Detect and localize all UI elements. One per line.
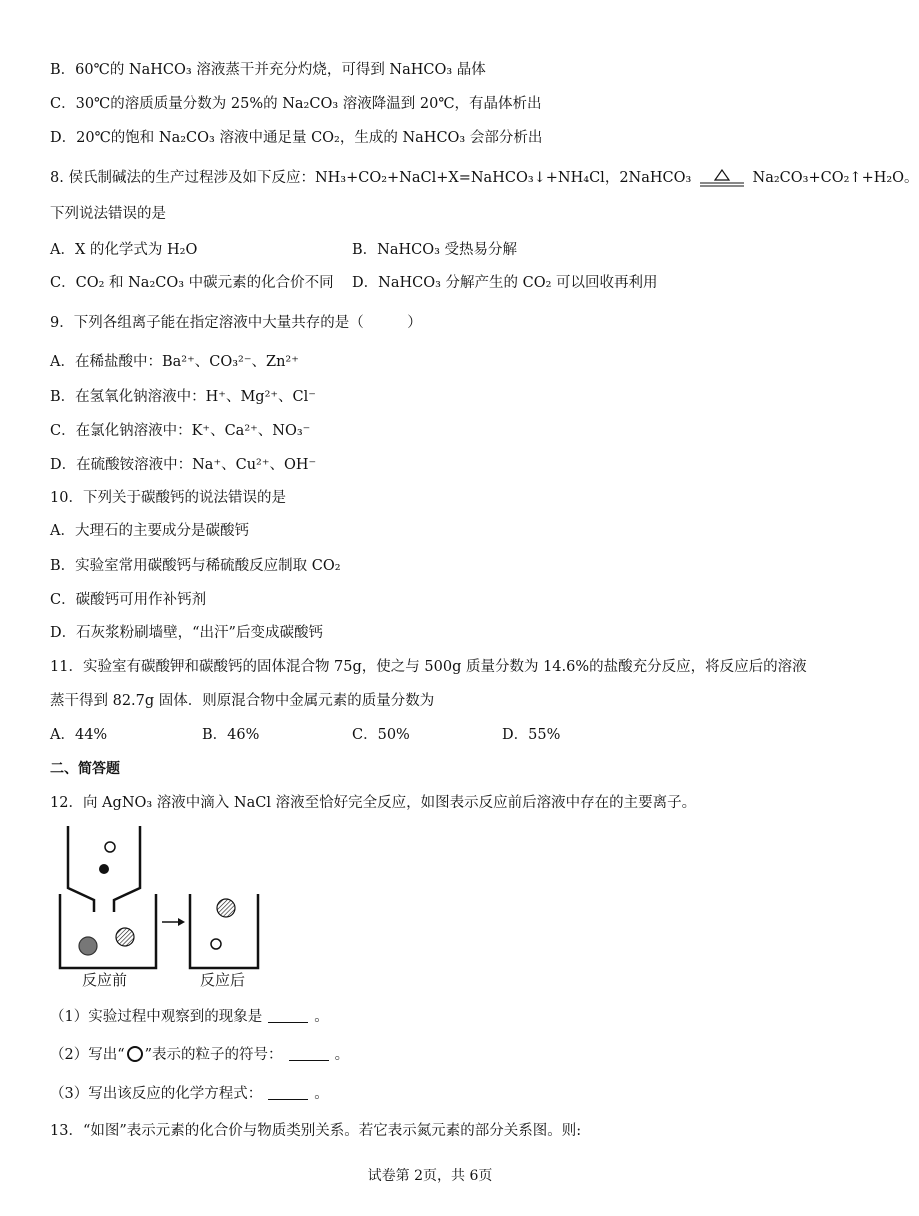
q9-stem: 9．下列各组离子能在指定溶液中大量共存的是（ ）	[50, 315, 422, 331]
q11-line1: 11．实验室有碳酸钾和碳酸钙的固体混合物 75g，使之与 500g 质量分数为 14.6%的盐酸充分反应，将反应后的溶液	[50, 659, 807, 675]
q7-option-b: B．60℃的 NaHCO₃ 溶液蒸干并充分灼烧，可得到 NaHCO₃ 晶体	[50, 62, 486, 78]
heat-condition-icon	[698, 168, 746, 188]
q9-option-c: C．在氯化钠溶液中：K⁺、Ca²⁺、NO₃⁻	[50, 423, 311, 439]
q8-stem-part2: Na₂CO₃+CO₂↑+H₂O。	[752, 170, 919, 186]
q8-line2: 下列说法错误的是	[50, 206, 166, 222]
q8-stem-part1: 8. 侯氏制碱法的生产过程涉及如下反应：NH₃+CO₂+NaCl+X=NaHCO₃↓+NH₄Cl，2NaHCO₃	[50, 170, 692, 186]
q10-option-d: D．石灰浆粉刷墙壁，“出汗”后变成碳酸钙	[50, 625, 323, 641]
q8-option-c: C．CO₂ 和 Na₂CO₃ 中碳元素的化合价不同	[50, 275, 334, 291]
q8-option-d: D．NaHCO₃ 分解产生的 CO₂ 可以回收再利用	[352, 275, 658, 291]
q10-stem: 10．下列关于碳酸钙的说法错误的是	[50, 490, 286, 506]
page-footer: 试卷第 2页，共 6页	[367, 1168, 493, 1184]
ion-hatched-after	[217, 899, 235, 917]
q10-option-b: B．实验室常用碳酸钙与稀硫酸反应制取 CO₂	[50, 558, 341, 574]
answer-blank-2[interactable]	[289, 1046, 329, 1061]
q10-option-a: A．大理石的主要成分是碳酸钙	[50, 523, 249, 539]
ion-gray	[79, 937, 97, 955]
q8-option-b: B．NaHCO₃ 受热易分解	[352, 242, 518, 258]
q10-option-c: C．碳酸钙可用作补钙剂	[50, 592, 207, 608]
q8-stem	[50, 168, 919, 188]
q11-option-c: C．50%	[352, 727, 410, 743]
section-heading: 二、简答题	[50, 761, 120, 777]
q12-sub2-end: 。	[334, 1047, 350, 1063]
beaker-before	[60, 894, 156, 968]
q11-line2: 蒸干得到 82.7g 固体．则原混合物中金属元素的质量分数为	[50, 693, 435, 709]
answer-blank-1[interactable]	[268, 1008, 308, 1023]
q7-option-d: D．20℃的饱和 Na₂CO₃ 溶液中通足量 CO₂，生成的 NaHCO₃ 会部分析出	[50, 130, 543, 146]
q12-sub2	[50, 1045, 349, 1065]
ion-black-small	[99, 864, 109, 874]
q12-sub3-text: （3）写出该反应的化学方程式：	[50, 1086, 263, 1102]
q11-option-b: B．46%	[202, 727, 260, 743]
reaction-figure	[50, 822, 270, 994]
ion-hollow-after	[211, 939, 221, 949]
q13-stem: 13．“如图”表示元素的化合价与物质类别关系。若它表示氮元素的部分关系图。则:	[50, 1123, 582, 1139]
q12-sub1-end: 。	[314, 1009, 329, 1025]
q11-option-d: D．55%	[502, 727, 561, 743]
q12-sub2-text-a: （2）写出“	[50, 1047, 125, 1063]
label-after: 反应后	[200, 971, 246, 989]
ion-hollow-small	[105, 842, 115, 852]
q12-sub2-text-b: ”表示的粒子的符号：	[144, 1047, 283, 1063]
q12-sub1	[50, 1007, 329, 1027]
q9-option-a: A．在稀盐酸中：Ba²⁺、CO₃²⁻、Zn²⁺	[50, 354, 299, 370]
q9-option-b: B．在氢氧化钠溶液中：H⁺、Mg²⁺、Cl⁻	[50, 389, 316, 405]
q7-option-c: C．30℃的溶质质量分数为 25%的 Na₂CO₃ 溶液降温到 20℃，有晶体析出	[50, 96, 542, 112]
answer-blank-3[interactable]	[268, 1085, 308, 1100]
q11-option-a: A．44%	[50, 727, 108, 743]
hollow-circle-icon	[127, 1046, 143, 1062]
q12-sub3-end: 。	[314, 1086, 329, 1102]
q9-option-d: D．在硫酸铵溶液中：Na⁺、Cu²⁺、OH⁻	[50, 457, 317, 473]
q12-sub3	[50, 1084, 329, 1104]
q8-option-a: A．X 的化学式为 H₂O	[50, 242, 198, 258]
arrow-icon	[162, 918, 185, 926]
ion-hatched	[116, 928, 134, 946]
label-before: 反应前	[82, 971, 128, 989]
q12-stem: 12．向 AgNO₃ 溶液中滴入 NaCl 溶液至恰好完全反应，如图表示反应前后溶液中存在的主要离子。	[50, 795, 697, 811]
q12-sub1-text: （1）实验过程中观察到的现象是	[50, 1009, 263, 1025]
